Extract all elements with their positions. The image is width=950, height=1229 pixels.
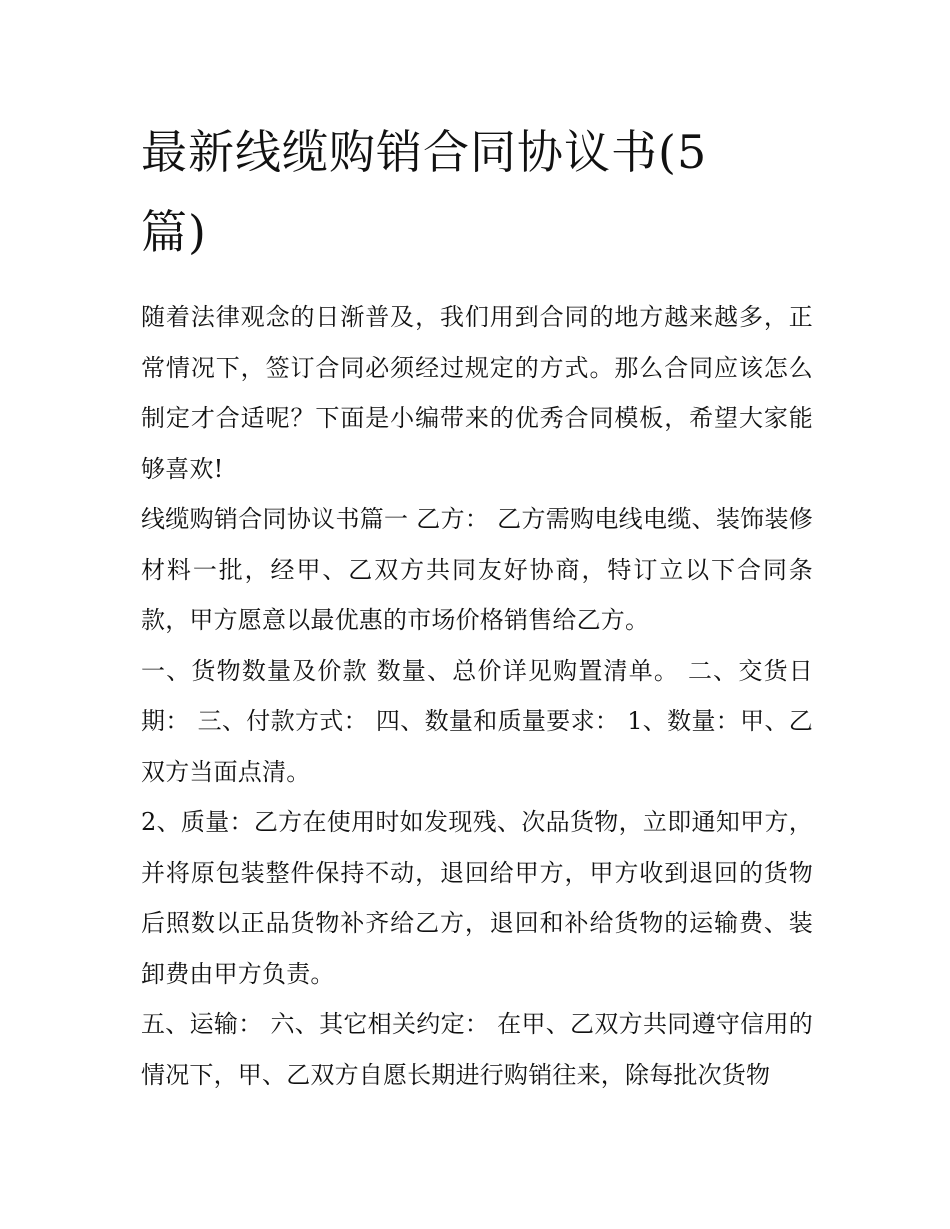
paragraph-quantity-price: 一、货物数量及价款 数量、总价详见购置清单。 二、交货日期： 三、付款方式： 四、数量和质量要求： 1、数量：甲、乙双方当面点清。 (141, 656, 813, 786)
document-content (141, 112, 813, 1100)
paragraph-transport: 五、运输： 六、其它相关约定： 在甲、乙双方共同遵守信用的情况下，甲、乙双方自愿长期进行购销往来，除每批次货物 (141, 1010, 813, 1089)
paragraph-intro: 随着法律观念的日渐普及，我们用到合同的地方越来越多，正常情况下，签订合同必须经过规定的方式。那么合同应该怎么制定才合适呢？下面是小编带来的优秀合同模板，希望大家能够喜欢! (141, 303, 813, 483)
document-body (141, 292, 813, 1100)
document-title: 最新线缆购销合同协议书(5篇) (141, 125, 708, 259)
paragraph-quality: 2、质量：乙方在使用时如发现残、次品货物，立即通知甲方，并将原包装整件保持不动，退回给甲方，甲方收到退回的货物后照数以正品货物补齐给乙方，退回和补给货物的运输费、装卸费由甲方负责。 (141, 808, 813, 988)
paragraph-contract-opening: 线缆购销合同协议书篇一 乙方： 乙方需购电线电缆、装饰装修材料一批，经甲、乙双方共同友好协商，特订立以下合同条款，甲方愿意以最优惠的市场价格销售给乙方。 (141, 505, 813, 634)
